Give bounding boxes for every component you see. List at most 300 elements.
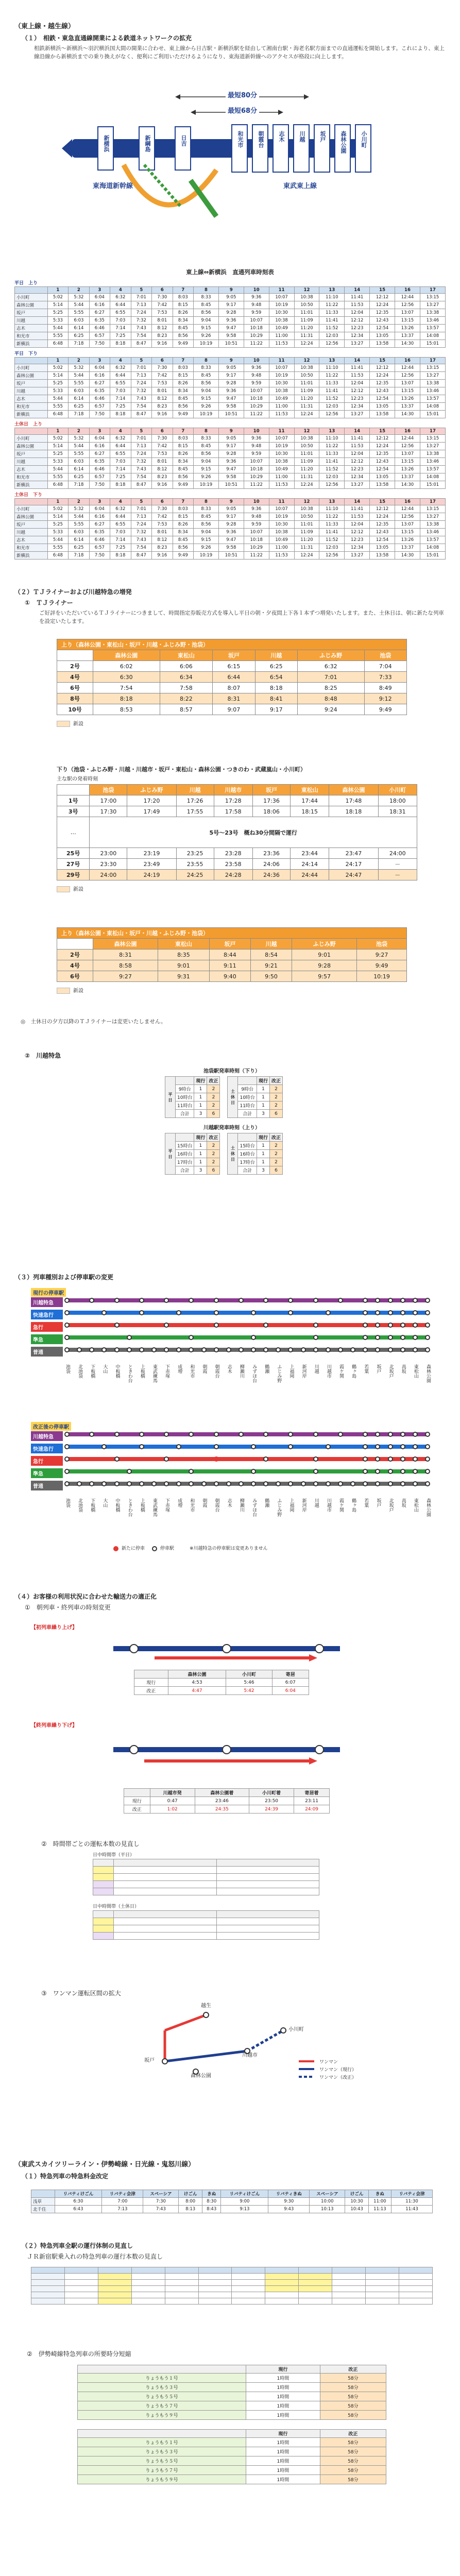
stop-dot [400, 1298, 405, 1303]
tj-header-cell: 坂戸 [213, 650, 255, 661]
stop-dot [388, 1432, 393, 1437]
timetable-cell: 10:30 [269, 521, 294, 529]
timetable-cell: 9:59 [244, 380, 269, 387]
ryomo-cell: 1時間 [246, 2401, 320, 2411]
timetable-cell: 9:26 [194, 332, 219, 340]
timetable-cell: 10:50 [294, 301, 319, 309]
timetable-cell: 13:58 [370, 481, 395, 489]
timetable-cell: 6:03 [69, 458, 89, 466]
ryomo-cell: 58分 [320, 2383, 386, 2392]
timetable-cell: 6:55 [110, 309, 131, 317]
timetable-cell: 6:57 [89, 332, 110, 340]
kt-table [165, 1133, 220, 1175]
timetable-cell: 12:34 [345, 473, 370, 481]
timetable-cell: 7:42 [152, 372, 173, 380]
ryomo-cell: 1時間 [246, 2475, 320, 2484]
timetable-cell: 13:05 [370, 332, 395, 340]
timetable-row [15, 450, 446, 458]
stop-dot [400, 1323, 405, 1328]
timetable-cell: 12:24 [370, 372, 395, 380]
timetable-cell: 9:04 [194, 387, 219, 395]
timetable-cell: 12:12 [370, 294, 395, 301]
tj-up-table [57, 639, 407, 727]
timetable-cell: 12:43 [370, 317, 395, 325]
timetable-cell: 7:25 [110, 473, 131, 481]
first-label: 【初列車繰り上げ】 [31, 1625, 77, 1631]
timetable-cell: 9:16 [152, 411, 173, 418]
tj-train-no: 10号 [57, 704, 93, 715]
timetable-cell: 8:26 [173, 521, 193, 529]
timetable-cell: 12:56 [319, 481, 345, 489]
timetable-header-cell: 2 [69, 287, 89, 294]
train-type-tag: 快速急行 [31, 1444, 63, 1453]
tj-time: 8:18 [255, 683, 297, 693]
s4-title: （４）お客様の利用状況に合わせた輸送力の適正化 [14, 1593, 157, 1600]
timetable-cell: 7:18 [69, 340, 89, 348]
timetable-row [15, 372, 446, 380]
timetable-header-cell: 5 [131, 428, 151, 435]
tj-row [57, 960, 407, 971]
ryomo-cell: 1時間 [246, 2392, 320, 2401]
train-time-header-cell: 森林公園 [168, 1670, 226, 1679]
timetable-station: 新横浜 [15, 411, 48, 418]
timetable-cell: 6:55 [110, 450, 131, 458]
timetable-cell: 8:45 [194, 301, 219, 309]
ryomo-cell: 58分 [320, 2411, 386, 2420]
timetable-row [15, 529, 446, 536]
tj-down-time: 24:00 [90, 870, 127, 880]
station-name: 上福岡 [288, 1498, 294, 1512]
timetable-cell: 5:14 [47, 301, 68, 309]
timetable-row [15, 395, 446, 403]
timetable-cell: 11:20 [294, 395, 319, 403]
timetable-cell: 7:42 [152, 443, 173, 450]
tj-down-time: 18:06 [252, 806, 290, 817]
time-label-top: 最短80分 [226, 90, 259, 99]
timetable-header-cell: 17 [420, 499, 445, 505]
timetable-cell: 5:33 [47, 317, 68, 325]
timetable-cell: 9:15 [194, 466, 219, 473]
timetable-cell: 7:13 [131, 372, 151, 380]
tj-down-time: 18:18 [329, 806, 378, 817]
timetable-cell: 7:43 [131, 325, 151, 332]
s5-sub1: （１）特急列車の特急料金改定 [22, 2173, 109, 2180]
timetable-station: 坂戸 [15, 450, 48, 458]
timetable-header-cell: 11 [269, 428, 294, 435]
train-type-line [67, 1298, 428, 1302]
train-type-tag: 急行 [31, 1456, 63, 1466]
timetable-cell: 10:38 [294, 364, 319, 372]
timetable-cell: 5:02 [47, 364, 68, 372]
kt-cell: 2 [207, 1093, 220, 1101]
timetable-header-cell: 10 [244, 499, 269, 505]
timetable-header-cell: 6 [152, 499, 173, 505]
tj-up-label: 上り（森林公園・東松山・坂戸・川越・ふじみ野・池袋） [57, 639, 407, 650]
kt-header [176, 1133, 194, 1142]
tj-time: 6:30 [93, 672, 160, 683]
kt-header: 改正 [269, 1077, 282, 1085]
stop-dot [214, 1347, 219, 1352]
stop-dot [139, 1432, 144, 1437]
timetable-cell: 8:34 [173, 317, 193, 325]
freq-cap-a: 日中時間帯（平日） [93, 1853, 135, 1858]
tj-time: 10:19 [357, 971, 407, 982]
tj-time: 6:15 [213, 661, 255, 672]
station-name: 若葉 [363, 1498, 369, 1507]
s5-sub2a: ＪＲ新宿駅乗入れの特急列車の運行本数の見直し [27, 2253, 163, 2260]
timetable-cell: 13:37 [395, 544, 420, 552]
timetable-cell: 9:04 [194, 529, 219, 536]
tj-row [57, 950, 407, 960]
timetable-cell: 12:35 [370, 309, 395, 317]
stop-dot [388, 1310, 393, 1315]
timetable-cell: 9:49 [173, 552, 193, 560]
timetable [14, 498, 446, 560]
timetable-cell: 11:22 [319, 513, 345, 521]
section-heading: （東上線・越生線） [14, 23, 75, 30]
timetable-row [15, 536, 446, 544]
tj-down-time: 17:28 [214, 795, 252, 806]
timetable-header-cell: 11 [269, 287, 294, 294]
timetable-cell: 13:15 [420, 505, 445, 513]
kt-header: 現行 [194, 1077, 207, 1085]
timetable-cell: 7:50 [89, 552, 110, 560]
timetable-cell: 12:56 [395, 443, 420, 450]
tj-row [57, 661, 407, 672]
timetable-cell: 5:55 [69, 309, 89, 317]
kt-cell: 2 [207, 1101, 220, 1110]
tj-down-time: 17:55 [176, 806, 214, 817]
timetable-cell: 5:02 [47, 505, 68, 513]
through-timetable [14, 268, 446, 560]
timetable-station: 森林公園 [15, 372, 48, 380]
timetable-cell: 10:18 [244, 395, 269, 403]
timetable-cell: 13:07 [395, 380, 420, 387]
timetable-cell: 12:56 [395, 301, 420, 309]
station-name: 北坂戸 [388, 1498, 394, 1512]
timetable-cell: 7:01 [131, 505, 151, 513]
ryomo-header-cell [78, 2365, 246, 2374]
timetable-cell: 7:14 [110, 466, 131, 473]
timetable-cell: 13:38 [420, 521, 445, 529]
fare-cell: 9:30 [268, 2198, 310, 2206]
tj-train-no: 2号 [57, 950, 93, 960]
stop-dot [425, 1335, 430, 1340]
last-train [31, 1721, 422, 1814]
ryomo-row [78, 2456, 386, 2466]
timetable-station: 坂戸 [15, 380, 48, 387]
timetable-station: 和光市 [15, 473, 48, 481]
jr-direct-table [31, 2267, 433, 2334]
ryomo-cell: 1時間 [246, 2383, 320, 2392]
timetable-cell: 10:19 [269, 301, 294, 309]
stop-diagram-label: 改正後の停車駅 [31, 1422, 71, 1431]
frequency [41, 1839, 402, 1940]
timetable-header-cell: 4 [110, 499, 131, 505]
tj-down-time: 24:17 [329, 859, 378, 870]
stop-dot [114, 1347, 120, 1352]
kt-cell: 1 [194, 1101, 207, 1110]
timetable-cell: 11:31 [294, 544, 319, 552]
station-name: 中板橋 [114, 1498, 120, 1512]
timetable-cell: 9:58 [218, 332, 244, 340]
timetable-cell: 11:01 [294, 380, 319, 387]
timetable-cell: 8:56 [173, 473, 193, 481]
station-name: 東武練馬 [151, 1364, 157, 1383]
stop-dot [139, 1310, 144, 1315]
timetable-cell: 11:53 [345, 372, 370, 380]
ryomo-row [78, 2392, 386, 2401]
kt-header-row [228, 1133, 282, 1142]
timetable-cell: 10:38 [269, 387, 294, 395]
timetable-cell: 9:26 [194, 473, 219, 481]
tj-down-time: － [378, 870, 417, 880]
train-time-header [134, 1670, 309, 1679]
timetable-cell: 9:36 [244, 364, 269, 372]
ryomo-cell: りょうもう７号 [78, 2466, 246, 2475]
timetable-cell: 7:43 [131, 536, 151, 544]
stop-dot [313, 1456, 318, 1462]
tj-time: 9:40 [209, 971, 250, 982]
stop-dot [251, 1444, 256, 1449]
timetable-cell: 11:53 [269, 340, 294, 348]
train-time-cell: 5:42 [226, 1687, 272, 1695]
timetable-cell: 11:53 [269, 411, 294, 418]
timetable-cell: 8:26 [173, 380, 193, 387]
timetable-cell: 11:09 [294, 529, 319, 536]
timetable-cell: 7:24 [131, 450, 151, 458]
timetable-cell: 13:46 [420, 529, 445, 536]
stop-dot [413, 1469, 418, 1474]
timetable-cell: 6:25 [69, 403, 89, 411]
station-name: 高坂 [400, 1498, 406, 1507]
timetable-cell: 8:23 [152, 332, 173, 340]
timetable-cell: 7:42 [152, 513, 173, 521]
timetable-cell: 9:48 [244, 372, 269, 380]
timetable-header-cell: 17 [420, 428, 445, 435]
fare-cell: 10:13 [310, 2206, 345, 2213]
kt-cell: 合計 [176, 1110, 194, 1118]
timetable-header-cell: 17 [420, 287, 445, 294]
timetable-cell: 10:18 [244, 536, 269, 544]
legend-stop-icon [152, 1546, 157, 1551]
ryomo-cell: 1時間 [246, 2438, 320, 2447]
kt-cell: 17時台 [176, 1158, 194, 1166]
timetable-row [15, 403, 446, 411]
freq-table-b [93, 1910, 319, 1940]
timetable-cell: 9:15 [194, 536, 219, 544]
train-time-cell: 改正 [124, 1805, 150, 1814]
station-name: 川越市 [326, 1498, 331, 1512]
kawagoe-express [14, 1051, 446, 1062]
train-time-cell: 24:35 [195, 1805, 249, 1814]
s3-title: （３）列車種別および停車駅の変更 [14, 1274, 114, 1281]
tj-down-time: 24:28 [214, 870, 252, 880]
ryomo-header-cell: 改正 [320, 2365, 386, 2374]
kt-header: 現行 [257, 1133, 269, 1142]
timetable-cell: 6:25 [69, 332, 89, 340]
timetable-cell: 5:55 [69, 450, 89, 458]
tj-time: 9:07 [213, 704, 255, 715]
ryomo-cell: 1時間 [246, 2466, 320, 2475]
train-type-tag: 準急 [31, 1468, 63, 1478]
timetable-cell: 7:54 [131, 473, 151, 481]
station-name: 川越 [313, 1364, 319, 1374]
stop-legend [113, 1545, 268, 1551]
station-name: 下赤塚 [164, 1364, 170, 1378]
timetable-cell: 6:27 [89, 521, 110, 529]
train-time-header-cell: 小川町 [226, 1670, 272, 1679]
kt-cell: 3 [257, 1110, 269, 1118]
timetable-row [15, 340, 446, 348]
timetable-cell: 7:18 [69, 552, 89, 560]
fare-header-cell: リバティ会津 [391, 2190, 432, 2198]
timetable-cell: 12:04 [345, 521, 370, 529]
timetable-cell: 11:00 [269, 403, 294, 411]
timetable-cell: 12:04 [345, 380, 370, 387]
timetable-cell: 9:04 [194, 317, 219, 325]
timetable-cell: 10:19 [194, 340, 219, 348]
timetable-cell: 10:07 [244, 458, 269, 466]
tj-title: （２）ＴＪライナーおよび川越特急の増発 [14, 588, 132, 596]
last-route-svg [31, 1732, 422, 1788]
stop-diagram-label: 現行の停車駅 [31, 1288, 66, 1297]
timetable-cell: 11:00 [269, 332, 294, 340]
timetable-cell: 5:44 [47, 536, 68, 544]
stop-dot [127, 1347, 132, 1352]
timetable-header-cell: 17 [420, 358, 445, 364]
timetable-station: 森林公園 [15, 513, 48, 521]
timetable-block-label: 土休日 下り [14, 493, 43, 498]
section-skytree [14, 2159, 446, 2182]
timetable-cell: 8:15 [173, 372, 193, 380]
train-type-line [67, 1469, 428, 1473]
timetable-cell: 9:48 [244, 513, 269, 521]
timetable-cell: 10:49 [269, 466, 294, 473]
oneman [41, 1989, 402, 2092]
ryomo-cell: りょうもう１号 [78, 2374, 246, 2383]
timetable-cell: 13:38 [420, 309, 445, 317]
timetable-station: 川越 [15, 387, 48, 395]
tj-sub: ① ＴＪライナー [25, 599, 73, 606]
station-name: 東松山 [413, 1498, 418, 1512]
legend-new-icon [113, 1546, 118, 1551]
tj-down-train-no: 3号 [57, 806, 90, 817]
station-name: 柳瀬川 [238, 1498, 244, 1512]
timetable-cell: 7:13 [131, 443, 151, 450]
timetable-header-cell: 14 [345, 287, 370, 294]
timetable-cell: 7:13 [131, 301, 151, 309]
timetable-cell: 9:59 [244, 450, 269, 458]
stop-dot [64, 1432, 70, 1437]
s5-sub2: （２）特急列車全駅の運行体制の見直し [22, 2242, 133, 2249]
station-name: ときわ台 [127, 1364, 132, 1383]
kt-cell: 1 [257, 1150, 269, 1158]
tj-time: 8:31 [93, 950, 158, 960]
tj-time: 8:35 [158, 950, 210, 960]
tj-down-sub: 主な駅の発着時刻 [57, 776, 98, 782]
timetable-header-cell: 2 [69, 358, 89, 364]
timetable-header-cell: 4 [110, 287, 131, 294]
wm-lg-2: ワンマン（改正） [319, 2075, 357, 2080]
train-time-row [134, 1687, 309, 1695]
timetable-cell: 14:08 [420, 544, 445, 552]
tj-down-row [57, 859, 417, 870]
timetable-cell: 13:37 [395, 332, 420, 340]
kt-header: 改正 [207, 1133, 220, 1142]
kt-header: 現行 [257, 1077, 269, 1085]
timetable-cell: 6:48 [47, 340, 68, 348]
timetable-cell: 5:44 [47, 325, 68, 332]
stop-dot [413, 1347, 418, 1352]
kt-cell: 11時台 [176, 1101, 194, 1110]
train-time-row [124, 1797, 330, 1805]
kt-cell: 合計 [238, 1110, 257, 1118]
stop-dot [413, 1335, 418, 1340]
station-name: 霞ケ関 [338, 1498, 344, 1512]
timetable-cell: 9:17 [218, 513, 244, 521]
tj-time: 9:27 [93, 971, 158, 982]
timetable-row [15, 466, 446, 473]
fare-cell: 7:13 [102, 2206, 143, 2213]
timetable-cell: 6:14 [69, 536, 89, 544]
timetable-cell: 5:44 [69, 372, 89, 380]
kt-cell: 10時台 [238, 1093, 257, 1101]
timetable-cell: 10:30 [269, 380, 294, 387]
timetable-cell: 9:17 [218, 372, 244, 380]
tj-header-cell: 池袋 [364, 650, 407, 661]
station-name: 鶴瀬 [264, 1364, 269, 1374]
kt-cell: 2 [207, 1158, 220, 1166]
stop-dot [413, 1310, 418, 1315]
stop-dot [326, 1444, 331, 1449]
kt-cell: 1 [257, 1142, 269, 1150]
train-time-table [134, 1670, 309, 1695]
fare-cell: 10:00 [310, 2198, 345, 2206]
timetable-cell: 6:16 [89, 443, 110, 450]
timetable-row [15, 364, 446, 372]
timetable-cell: 10:51 [218, 340, 244, 348]
stop-dot [151, 1347, 157, 1352]
station-name: 北坂戸 [388, 1364, 394, 1378]
stop-dot [413, 1444, 418, 1449]
kt-cell: 1 [257, 1158, 269, 1166]
timetable-row [15, 458, 446, 466]
ryomo-cell: 58分 [320, 2475, 386, 2484]
train-time-row [124, 1805, 330, 1814]
ryomo-cell: 58分 [320, 2392, 386, 2401]
kt-cell: 1 [257, 1101, 269, 1110]
station-name: 大山 [102, 1364, 108, 1374]
timetable-header-cell: 14 [345, 358, 370, 364]
tj-time: 9:28 [292, 960, 357, 971]
timetable-cell: 12:03 [319, 544, 345, 552]
tj-down-time: 18:31 [378, 806, 417, 817]
timetable-station: 小川町 [15, 505, 48, 513]
timetable-row [15, 544, 446, 552]
train-time-cell: 24:09 [294, 1805, 330, 1814]
timetable-cell: 11:22 [244, 552, 269, 560]
timetable-cell: 6:55 [110, 380, 131, 387]
timetable-cell: 11:20 [294, 536, 319, 544]
station-left-2: 日吉 [180, 135, 187, 146]
timetable-cell: 8:56 [194, 521, 219, 529]
item-body: 相鉄新横浜～新横浜～羽沢横浜国大間の開業に合わせ、東上線から日吉駅・新横浜駅を経由して湘南台駅・海老名駅方面までの直通運転を開始します。これにより、東上線沿線から新横浜までの乗り換えがなく、便利にご利用いただけるようになり、東海道新幹線へのアクセスが格段に向上します。 [34, 45, 445, 60]
timetable-cell: 11:41 [319, 458, 345, 466]
timetable-cell: 6:27 [89, 309, 110, 317]
timetable-cell: 10:38 [294, 294, 319, 301]
fare-cell: 8:00 [179, 2198, 202, 2206]
